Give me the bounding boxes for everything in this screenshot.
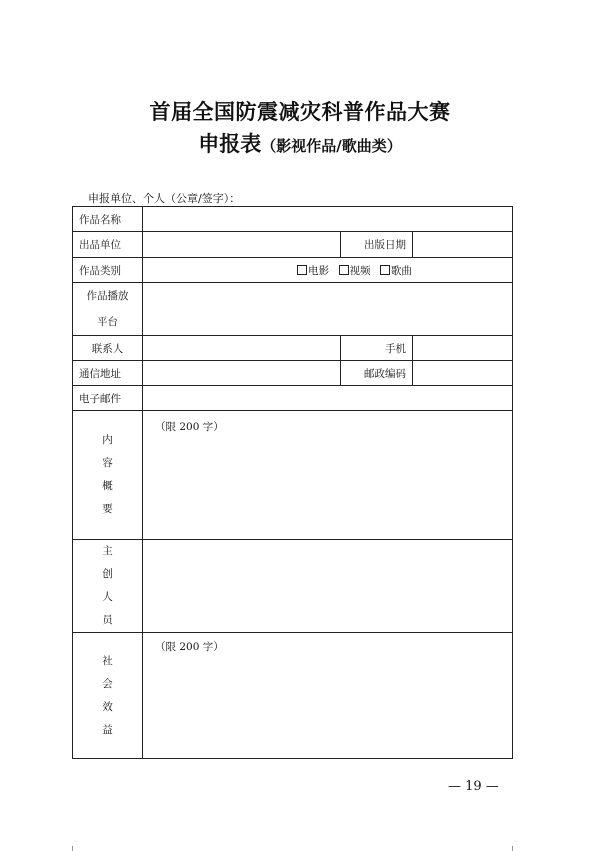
- row-summary: [73, 411, 513, 540]
- row-category: [73, 258, 513, 283]
- checkbox-film[interactable]: [297, 265, 307, 275]
- benefit-label-char: 效: [102, 700, 113, 713]
- summary-label-char: 容: [102, 457, 113, 469]
- category-option-song-label: 歌曲: [390, 264, 412, 277]
- email-label: 电子邮件: [73, 386, 143, 411]
- row-platform: [73, 283, 513, 336]
- document-subtitle: [0, 128, 600, 158]
- benefit-label-char: 社: [102, 654, 113, 667]
- platform-field[interactable]: [143, 283, 513, 336]
- row-social-benefit: [73, 633, 513, 759]
- crop-mark-right: [512, 846, 516, 851]
- category-option-film-label: 电影: [308, 264, 330, 277]
- publish-date-label: 出版日期: [341, 232, 413, 258]
- row-producer: [73, 232, 513, 258]
- checkbox-video[interactable]: [339, 265, 349, 275]
- summary-label-char: 内: [102, 434, 113, 446]
- address-field[interactable]: [143, 361, 341, 386]
- postcode-label: 邮政编码: [341, 361, 413, 386]
- category-option-song[interactable]: [380, 265, 412, 277]
- mobile-field[interactable]: [413, 336, 513, 361]
- benefit-label-char: 会: [102, 677, 113, 690]
- creators-label-char: 人: [102, 591, 113, 603]
- category-options: [143, 258, 513, 283]
- publish-date-field[interactable]: [413, 232, 513, 258]
- summary-limit-note: （限 200 字）: [155, 421, 224, 433]
- crop-mark-left: [72, 846, 76, 851]
- creators-label-char: 主: [102, 545, 113, 557]
- mobile-label: 手机: [341, 336, 413, 361]
- row-address: [73, 361, 513, 386]
- row-contact: [73, 336, 513, 361]
- creators-label: [73, 540, 143, 633]
- applicant-label: 申报单位、个人（公章/签字）：: [88, 192, 241, 205]
- creators-label-char: 创: [102, 568, 113, 580]
- row-creators: [73, 540, 513, 633]
- work-name-field[interactable]: [143, 207, 513, 232]
- address-label: 通信地址: [73, 361, 143, 386]
- creators-label-char: 员: [102, 614, 113, 626]
- checkbox-song[interactable]: [380, 265, 390, 275]
- postcode-field[interactable]: [413, 361, 513, 386]
- subtitle-main: 申报表: [198, 132, 262, 156]
- producer-label: 出品单位: [73, 232, 143, 258]
- platform-label: [73, 283, 143, 336]
- category-option-video-label: 视频: [349, 264, 371, 277]
- benefit-field[interactable]: [143, 633, 513, 759]
- summary-label: [73, 411, 143, 540]
- summary-label-char: 概: [102, 480, 113, 492]
- work-name-label: 作品名称: [73, 207, 143, 232]
- category-option-video[interactable]: [339, 265, 371, 277]
- producer-field[interactable]: [143, 232, 341, 258]
- summary-field[interactable]: [143, 411, 513, 540]
- benefit-limit-note: （限 200 字）: [155, 641, 224, 653]
- platform-label-line1: 作品播放: [86, 290, 129, 302]
- benefit-label: [73, 633, 143, 759]
- subtitle-category: （影视作品/歌曲类）: [261, 137, 402, 155]
- row-email: [73, 386, 513, 411]
- category-label: 作品类别: [73, 258, 143, 283]
- benefit-label-char: 益: [102, 723, 113, 736]
- summary-label-char: 要: [102, 503, 113, 515]
- row-work-name: [73, 207, 513, 232]
- creators-field[interactable]: [143, 540, 513, 633]
- document-title: 首届全国防震减灾科普作品大赛: [149, 100, 451, 124]
- contact-field[interactable]: [143, 336, 341, 361]
- email-field[interactable]: [143, 386, 513, 411]
- application-form-table: [72, 206, 513, 759]
- contact-label: 联系人: [73, 336, 143, 361]
- category-option-film[interactable]: [297, 265, 329, 277]
- page-number: — 19 —: [448, 779, 499, 794]
- platform-label-line2: 平台: [97, 316, 118, 328]
